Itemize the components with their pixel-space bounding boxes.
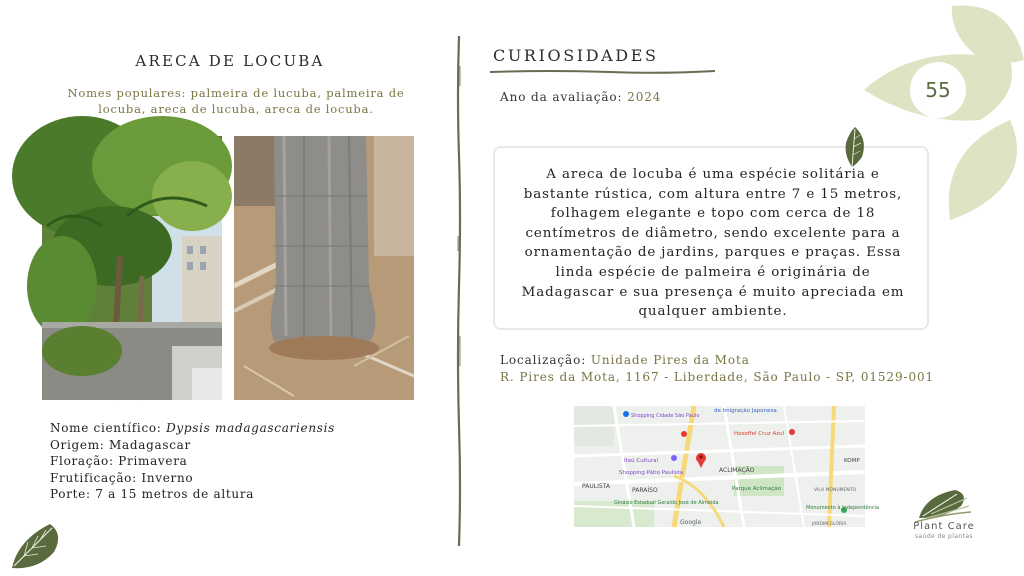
fact-flowering: Floração: Primavera [50, 454, 188, 469]
location-map[interactable] [574, 406, 880, 527]
map-label: Itaú Cultural [624, 458, 659, 464]
description-text: A areca de locuba é uma espécie solitária e bastante rústica, com altura entre 7 e 15 metros, folhagem elegante e topo com cerca de 18 centímetros de diâmetro, sendo excelente para a ornamentação de jardins, parques e praças. Essa linda espécie de palmeira é originária de Madagascar e sua presença é muito apreciada em qualquer ambiente. [521, 167, 905, 320]
evaluation-year: Ano da avaliação: 2024 [500, 90, 662, 104]
map-label: VILA MONUMENTO [814, 488, 856, 493]
photo-palm-canopy [42, 136, 222, 400]
map-label: Parque Aclimação [732, 486, 781, 492]
map-label: ACLIMAÇÃO [719, 467, 755, 474]
fact-fruiting: Frutificação: Inverno [50, 470, 194, 485]
fact-size: Porte: 7 a 15 metros de altura [50, 487, 255, 502]
location-line: Localização: Unidade Pires da Mota [500, 353, 750, 367]
map-label: de Imigração Japonesa [714, 408, 777, 414]
leaf-decoration [860, 0, 1024, 230]
map-label: Shopping Cidade São Paulo [631, 413, 700, 419]
map-label: PARAÍSO [632, 487, 658, 494]
fact-origin: Origem: Madagascar [50, 437, 191, 452]
plant-title: ARECA DE LOCUBA [135, 52, 325, 70]
logo-name: Plant Care [913, 521, 975, 532]
plant-facts [50, 420, 335, 503]
map-label: Monumento à Independência [806, 505, 880, 511]
location-block [500, 352, 934, 386]
fact-scientific-name: Nome científico: Dypsis madagascariensis [50, 421, 336, 435]
vertical-divider [455, 36, 463, 546]
map-label: Shopping Pátio Paulista [619, 470, 684, 476]
page-number: 55 [925, 78, 951, 102]
map-label: Google [680, 519, 702, 526]
logo-tagline: saúde de plantas [915, 533, 973, 540]
map-label: Hoxoffel Cruz Azul [734, 431, 785, 437]
address-line: R. Pires da Mota, 1167 - Liberdade, São Paulo - SP, 01529-001 [500, 370, 935, 384]
leaf-icon-corner [8, 520, 64, 572]
map-label: KOMP [844, 458, 860, 464]
curiosities-title: CURIOSIDADES [493, 46, 659, 65]
map-label: JARDIM GLÓRIA [812, 522, 847, 527]
map-label: Ginásio Estadual Geraldo José de Almeida [614, 500, 719, 506]
leaf-icon [840, 125, 870, 169]
popular-names: Nomes populares: palmeira de lucuba, palmeira de locuba, areca de lucuba, areca de locuba. [67, 86, 405, 116]
map-label: PAULISTA [582, 483, 610, 490]
photo-palm-trunk [234, 136, 414, 400]
title-underline [490, 68, 715, 76]
